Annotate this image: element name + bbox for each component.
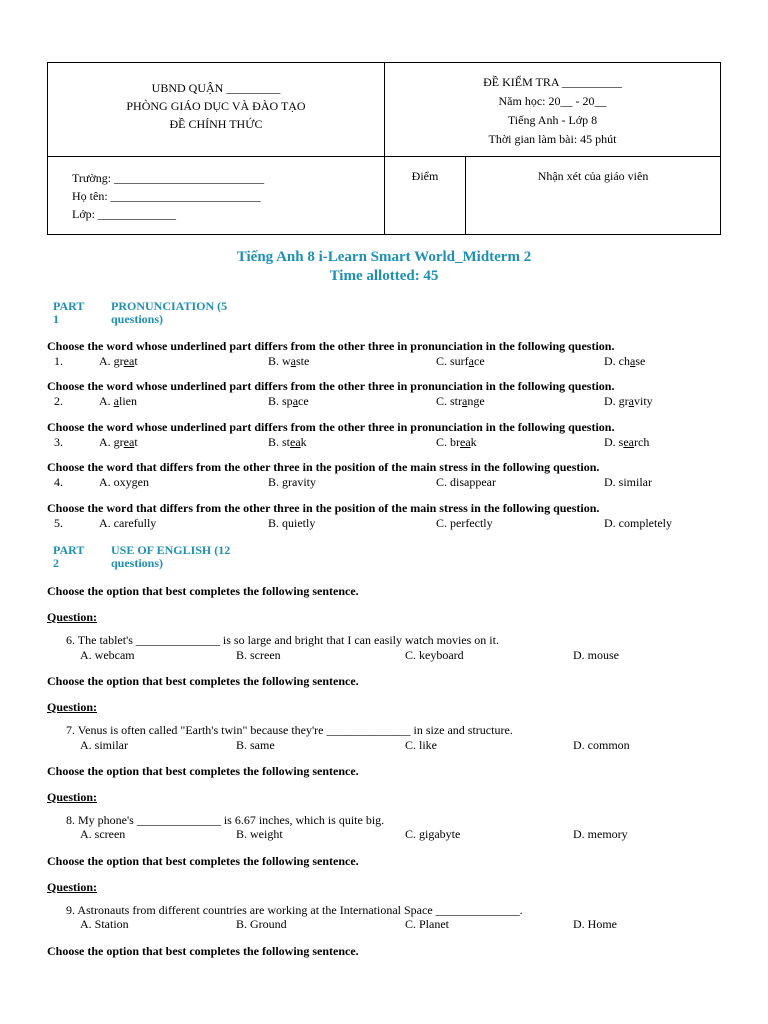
page-subtitle: Time allotted: 45 [329,268,439,284]
option-b[interactable]: B. weight [236,827,283,841]
header-left [48,79,384,133]
divider [48,156,720,157]
option-b[interactable]: B. steak [268,435,307,449]
question-row [47,475,747,490]
option-a[interactable]: A. great [99,354,138,368]
official-label: ĐỀ CHÍNH THỨC [169,117,263,131]
option-c[interactable]: C. keyboard [405,648,464,662]
instruction: Choose the option that best completes the following sentence. [47,854,359,868]
question-row [47,516,747,531]
option-a[interactable]: A. great [99,435,138,449]
duration: Thời gian làm bài: 45 phút [488,132,617,146]
comment-label: Nhận xét của giáo viên [537,169,649,183]
question-row [47,435,747,450]
instruction: Choose the option that best completes the following sentence. [47,764,359,778]
instruction: Choose the option that best completes the following sentence. [47,674,359,688]
option-c[interactable]: C. Planet [405,917,449,931]
option-b[interactable]: B. gravity [268,475,316,489]
option-d[interactable]: D. gravity [604,394,653,408]
name-field: Họ tên: _________________________ [72,189,261,203]
question-number: 1. [54,354,63,368]
option-c[interactable]: C. gigabyte [405,827,461,841]
option-a[interactable]: A. Station [80,917,129,931]
exam-label: ĐỀ KIỂM TRA __________ [483,75,622,89]
option-d[interactable]: D. search [604,435,650,449]
divider [465,156,466,234]
instruction: Choose the option that best completes the following sentence. [47,944,359,958]
option-c[interactable]: C. like [405,738,437,752]
header-right [385,73,720,149]
question-row [47,354,747,369]
option-c[interactable]: C. perfectly [436,516,493,530]
options-row [80,917,740,932]
instruction: Choose the word that differs from the other three in the position of the main stress in the following question. [47,460,600,474]
option-d[interactable]: D. common [573,738,630,752]
option-a[interactable]: A. similar [80,738,128,752]
part-2-title: USE OF ENGLISH (12 questions) [111,543,231,570]
option-a[interactable]: A. oxygen [99,475,149,489]
instruction: Choose the word whose underlined part differs from the other three in pronunciation in the following question. [47,379,615,393]
option-d[interactable]: D. memory [573,827,628,841]
question-stem: 6. The tablet's ______________ is so large and bright that I can easily watch movies on it. [66,633,499,647]
question-number: 2. [54,394,63,408]
class-field: Lớp: _____________ [72,207,177,221]
options-row [80,648,740,663]
option-d[interactable]: D. completely [604,516,672,530]
option-b[interactable]: B. Ground [236,917,287,931]
question-label: Question: [47,880,98,894]
question-number: 5. [54,516,63,530]
header-table [47,62,721,235]
option-d[interactable]: D. mouse [573,648,619,662]
option-c[interactable]: C. strange [436,394,485,408]
student-info [72,169,264,223]
instruction: Choose the word whose underlined part differs from the other three in pronunciation in the following question. [47,420,615,434]
option-d[interactable]: D. Home [573,917,617,931]
option-d[interactable]: D. similar [604,475,652,489]
part-1-label: PART 1 [53,299,85,326]
school-year: Năm học: 20__ - 20__ [498,94,607,108]
option-a[interactable]: A. webcam [80,648,135,662]
page-title: Tiếng Anh 8 i-Learn Smart World_Midterm 2 [236,249,532,265]
options-row [80,738,740,753]
option-b[interactable]: B. screen [236,648,281,662]
instruction: Choose the option that best completes the following sentence. [47,584,359,598]
option-b[interactable]: B. waste [268,354,310,368]
option-d[interactable]: D. chase [604,354,646,368]
option-a[interactable]: A. carefully [99,516,157,530]
subject-grade: Tiếng Anh - Lớp 8 [507,113,598,127]
option-c[interactable]: C. disappear [436,475,496,489]
question-number: 4. [54,475,63,489]
district-label: UBND QUẬN _________ [151,81,281,95]
part-2-label: PART 2 [53,543,85,570]
question-stem: 8. My phone's ______________ is 6.67 inches, which is quite big. [66,813,385,827]
option-a[interactable]: A. screen [80,827,126,841]
school-field: Trường: _________________________ [72,171,265,185]
department-label: PHÒNG GIÁO DỤC VÀ ĐÀO TẠO [126,99,306,113]
question-label: Question: [47,610,98,624]
option-b[interactable]: B. same [236,738,275,752]
instruction: Choose the word whose underlined part differs from the other three in pronunciation in the following question. [47,339,615,353]
question-label: Question: [47,700,98,714]
instruction: Choose the word that differs from the other three in the position of the main stress in the following question. [47,501,600,515]
option-c[interactable]: C. surface [436,354,485,368]
part-1-title: PRONUNCIATION (5 questions) [111,299,228,326]
question-row [47,394,747,409]
question-number: 3. [54,435,63,449]
score-label: Điểm [411,169,439,183]
option-b[interactable]: B. space [268,394,309,408]
option-b[interactable]: B. quietly [268,516,316,530]
question-stem: 9. Astronauts from different countries are working at the International Space ______________. [66,903,523,917]
question-stem: 7. Venus is often called "Earth's twin" because they're ______________ in size and structure. [66,723,513,737]
options-row [80,827,740,842]
option-c[interactable]: C. break [436,435,477,449]
question-label: Question: [47,790,98,804]
option-a[interactable]: A. alien [99,394,137,408]
